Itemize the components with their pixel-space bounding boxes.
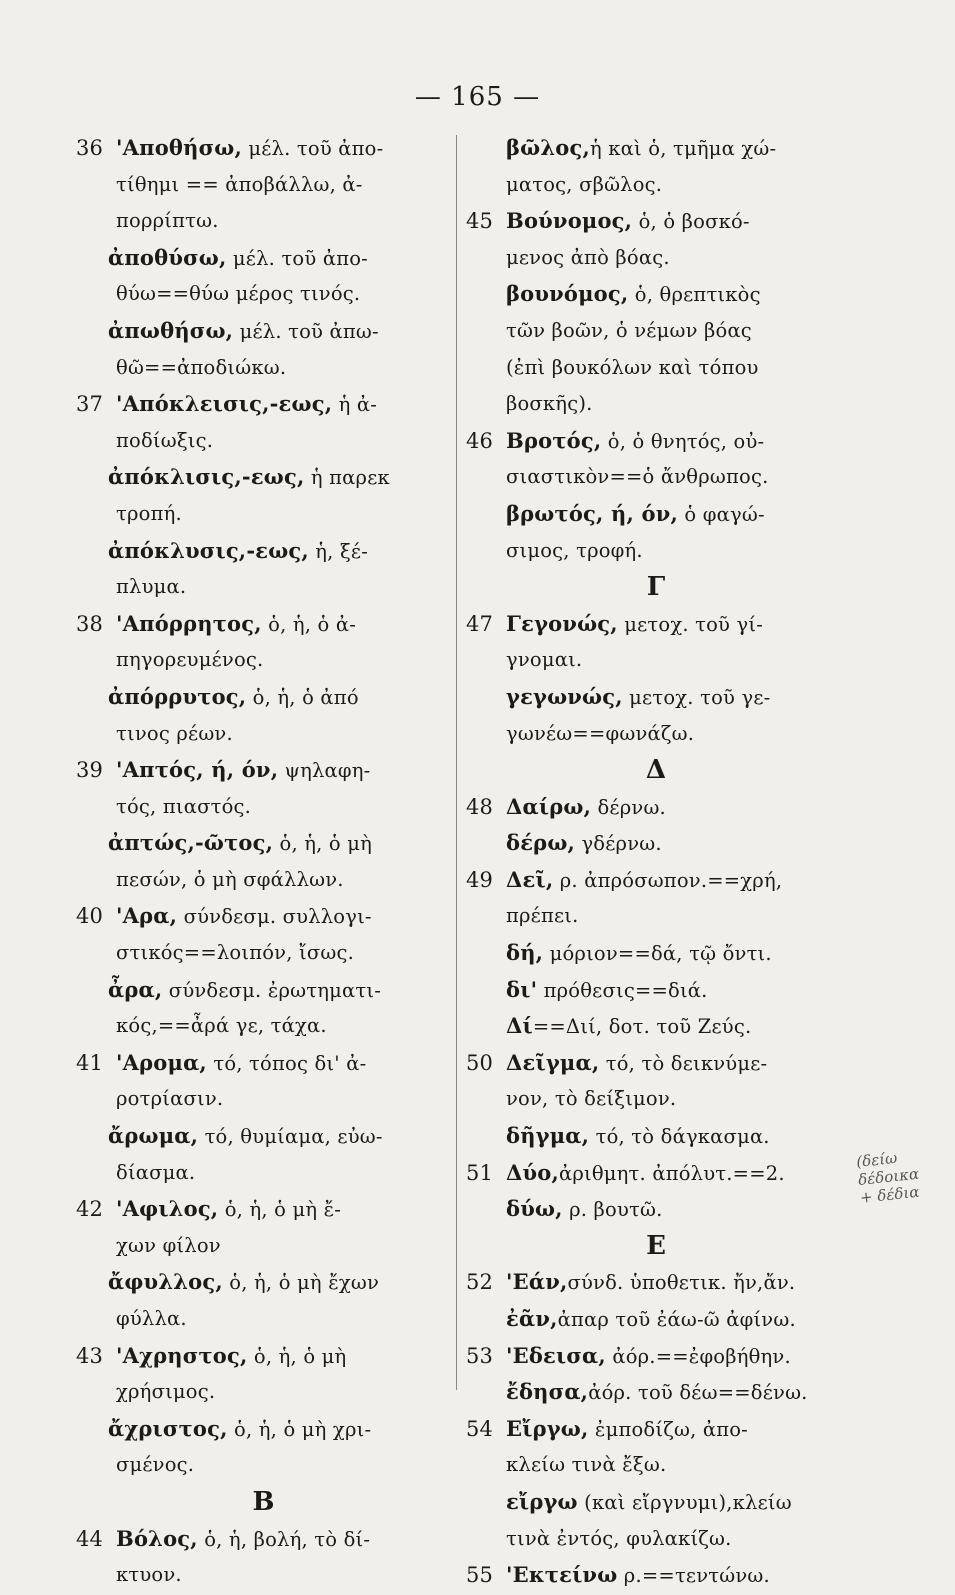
definition-text: ὁ, θρεπτικὸς <box>628 283 761 307</box>
definition-text: μέλ. τοῦ ἀπο- <box>226 246 368 270</box>
definition-text: μετοχ. τοῦ γί- <box>617 612 763 636</box>
entry-continuation: νον, τὸ δείξιμον. <box>506 1087 677 1111</box>
entry-continuation: τίθημι == ἀποβάλλω, ἀ- <box>116 172 363 196</box>
definition-text: τό, τόπος δι' ἀ- <box>206 1051 367 1075</box>
headword: ἀπτώς,-ῶτος, <box>108 830 274 856</box>
entry-continuation: ματος, σβῶλος. <box>506 172 663 196</box>
definition-text: ἀόρ.==ἐφοβήθην. <box>605 1344 791 1368</box>
definition-text: ὁ, ἡ, ὁ μὴ χρι- <box>227 1417 372 1441</box>
entry-number: 44 <box>76 1526 104 1551</box>
entry-continuation: τινὰ ἐντός, φυλακίζω. <box>506 1526 732 1550</box>
definition-text: ὁ, ἡ, ὁ μὴ ἔχων <box>222 1271 380 1295</box>
definition-text: ὁ, ἡ, ὁ μὴ <box>273 832 373 856</box>
column-divider <box>456 135 457 1390</box>
entry-continuation: θῶ==ἀποδιώκω. <box>116 355 287 379</box>
entry-number: 38 <box>76 611 104 636</box>
right-column <box>466 130 846 1594</box>
entry-continuation: τινος ρέων. <box>116 721 233 745</box>
margin-note-line: δέδοικα <box>857 1164 920 1189</box>
headword: 'Απόρρητος, <box>116 610 262 636</box>
definition-text: μετοχ. τοῦ γε- <box>622 685 771 709</box>
headword: Γεγονώς, <box>506 610 618 636</box>
headword: 'Αρομα, <box>116 1049 207 1075</box>
dictionary-entry <box>466 1411 846 1448</box>
headword: Βούνομος, <box>506 208 633 234</box>
definition-text: ἡ παρεκ <box>304 466 390 490</box>
entry-continuation: γνομαι. <box>506 648 583 672</box>
entry-number: 49 <box>466 867 494 892</box>
headword: δέρω, <box>506 830 576 856</box>
entry-number: 39 <box>76 758 104 783</box>
definition-text: ἀόρ. τοῦ δέω==δένω. <box>588 1381 808 1405</box>
headword: ἄρωμα, <box>108 1123 199 1149</box>
definition-text: μέλ. τοῦ ἀπω- <box>233 319 379 343</box>
section-letter: Β <box>252 1486 275 1517</box>
headword: 'Αρα, <box>116 903 178 929</box>
headword: Δί <box>506 1013 533 1039</box>
dictionary-entry <box>466 862 846 899</box>
entry-continuation: πλυμα. <box>116 575 187 599</box>
dictionary-entry <box>466 203 846 240</box>
dictionary-subentry <box>76 1411 451 1448</box>
entry-continuation: σιαστικὸν==ὁ ἄνθρωπος. <box>506 465 769 489</box>
definition-text: τό, τὸ δεικνύμε- <box>599 1051 768 1075</box>
headword: Βροτός, <box>506 427 602 453</box>
dictionary-entry <box>466 789 846 826</box>
definition-text: ρ. βουτῶ. <box>562 1198 663 1222</box>
dictionary-subentry <box>466 1301 846 1338</box>
dictionary-subentry <box>76 533 451 570</box>
headword: ἀπόρρυτος, <box>108 683 247 709</box>
dictionary-subentry <box>466 935 846 972</box>
section-letter: Δ <box>645 755 667 786</box>
headword: 'Εάν, <box>506 1269 568 1295</box>
entry-continuation: θύω==θύω μέρος τινός. <box>116 282 361 306</box>
entry-continuation: σμένος. <box>116 1453 195 1477</box>
entry-continuation: κός,==ἆρά γε, τάχα. <box>116 1014 327 1038</box>
definition-text: ὁ, ὁ βοσκό- <box>632 210 750 234</box>
definition-text: ὁ φαγώ- <box>678 502 765 526</box>
entry-continuation: πεσών, ὁ μὴ σφάλλων. <box>116 867 344 891</box>
margin-note-line: + δέδια <box>859 1182 921 1207</box>
headword: ἀπωθήσω, <box>108 317 234 343</box>
dictionary-entry <box>76 130 451 167</box>
definition-text: σύνδεσμ. συλλογι- <box>177 905 372 929</box>
entry-number: 45 <box>466 209 494 234</box>
definition-text: ὁ, ἡ, ὁ μὴ <box>247 1344 347 1368</box>
headword: ἔδησα, <box>506 1379 589 1405</box>
dictionary-entry <box>76 386 451 423</box>
entry-continuation: κτυον. <box>116 1563 182 1587</box>
headword: ἄφυλλος, <box>108 1269 223 1295</box>
definition-text: δέρνω. <box>591 795 666 819</box>
entry-continuation: πηγορευμένος. <box>116 648 264 672</box>
dictionary-entry <box>466 1557 846 1594</box>
dictionary-subentry <box>76 679 451 716</box>
dictionary-subentry <box>76 459 451 496</box>
dictionary-subentry <box>76 972 451 1009</box>
entry-number: 42 <box>76 1197 104 1222</box>
dictionary-entry <box>466 1155 846 1192</box>
dictionary-subentry <box>76 825 451 862</box>
entry-continuation: χων φίλον <box>116 1233 221 1257</box>
entry-continuation: (ἐπὶ βουκόλων καὶ τόπου <box>506 355 759 379</box>
section-letter: Ε <box>646 1230 666 1261</box>
definition-text: πρόθεσις==διά. <box>537 978 708 1002</box>
definition-text: ρ.==τεντώνω. <box>617 1564 770 1588</box>
definition-text: ==Διί, δοτ. τοῦ Ζεύς. <box>532 1015 752 1039</box>
entry-continuation: στικός==λοιπόν, ἴσως. <box>116 941 354 965</box>
headword: 'Εκτείνω <box>506 1562 618 1588</box>
dictionary-entry <box>466 423 846 460</box>
entry-number: 55 <box>466 1563 494 1588</box>
entry-number: 54 <box>466 1416 494 1441</box>
entry-continuation: πορρίπτω. <box>116 209 219 233</box>
definition-text: ἡ, ξέ- <box>308 539 369 563</box>
entry-number: 41 <box>76 1050 104 1075</box>
dictionary-entry <box>76 1338 451 1375</box>
headword: Δαίρω, <box>506 793 592 819</box>
dictionary-entry <box>466 1045 846 1082</box>
entry-continuation: βοσκῆς). <box>506 392 593 416</box>
definition-text: ἀριθμητ. ἀπόλυτ.==2. <box>558 1161 785 1185</box>
entry-number: 40 <box>76 904 104 929</box>
headword: Βόλος, <box>116 1525 198 1551</box>
margin-note-line: (δείω <box>855 1148 899 1172</box>
definition-text: μόριον==δά, τῷ ὄντι. <box>543 942 772 966</box>
dictionary-subentry <box>466 1191 846 1228</box>
headword: δῆγμα, <box>506 1123 590 1149</box>
headword: Δύο, <box>506 1159 559 1185</box>
entry-number: 47 <box>466 611 494 636</box>
handwritten-margin-note <box>855 1143 955 1207</box>
dictionary-subentry <box>466 825 846 862</box>
definition-text: μέλ. τοῦ ἀπο- <box>241 137 384 160</box>
definition-text: ὁ, ἡ, βολή, τὸ δί- <box>197 1527 371 1551</box>
headword: ἄχριστος, <box>108 1415 228 1441</box>
dictionary-subentry <box>466 1484 846 1521</box>
entry-number: 43 <box>76 1343 104 1368</box>
dictionary-entry <box>466 1264 846 1301</box>
entry-continuation: δίασμα. <box>116 1160 196 1184</box>
left-column <box>76 130 451 1594</box>
definition-text: τό, θυμίαμα, εὐω- <box>198 1125 383 1149</box>
headword: ἀπόκλισις,-εως, <box>108 464 305 490</box>
definition-text: σύνδεσμ. ἐρωτηματι- <box>162 978 382 1002</box>
dictionary-subentry <box>466 496 846 533</box>
headword: 'Αφιλος, <box>116 1196 219 1222</box>
definition-text: ὁ, ὁ θνητός, οὐ- <box>601 429 765 453</box>
entry-number: 53 <box>466 1343 494 1368</box>
headword: Εἴργω, <box>506 1415 589 1441</box>
headword: Δεῖ, <box>506 866 554 892</box>
dictionary-entry <box>76 1521 451 1558</box>
dictionary-subentry <box>466 1118 846 1155</box>
entry-number: 50 <box>466 1050 494 1075</box>
headword: γεγωνώς, <box>506 683 623 709</box>
dictionary-subentry <box>466 276 846 313</box>
headword: ἀπόκλυσις,-εως, <box>108 537 309 563</box>
dictionary-entry <box>76 898 451 935</box>
dictionary-subentry <box>466 972 846 1009</box>
definition-text: τό, τὸ δάγκασμα. <box>589 1125 770 1149</box>
entry-number: 52 <box>466 1270 494 1295</box>
entry-continuation: πρέπει. <box>506 904 579 928</box>
headword: ἆρα, <box>108 976 163 1002</box>
headword: εἴργω <box>506 1488 578 1514</box>
headword: 'Απόκλεισις,-εως, <box>116 391 333 417</box>
page-number: — 165 — <box>414 82 541 112</box>
dictionary-entry <box>466 1338 846 1375</box>
headword: βουνόμος, <box>506 281 629 307</box>
headword: ἀποθύσω, <box>108 244 227 270</box>
headword: 'Αποθήσω, <box>116 135 242 160</box>
headword: δι' <box>506 976 538 1002</box>
entry-continuation: ροτρίασιν. <box>116 1087 224 1111</box>
dictionary-entry <box>76 1045 451 1082</box>
dictionary-entry <box>76 1191 451 1228</box>
definition-text: ψηλαφη- <box>278 759 371 783</box>
entry-continuation: γωνέω==φωνάζω. <box>506 721 695 745</box>
definition-text: ἀπαρ τοῦ ἐάω-ῶ ἀφίνω. <box>557 1308 796 1331</box>
dictionary-entry <box>76 752 451 789</box>
entry-number: 36 <box>76 136 104 160</box>
dictionary-subentry <box>76 1118 451 1155</box>
entry-continuation: ποδίωξις. <box>116 428 214 452</box>
definition-text: σύνδ. ὑποθετικ. ἤν,ἄν. <box>567 1271 796 1295</box>
entry-continuation: μενος ἀπὸ βόας. <box>506 245 670 269</box>
dictionary-subentry <box>76 313 451 350</box>
definition-text: ἡ καὶ ὁ, τμῆμα χώ- <box>589 137 777 160</box>
headword: δή, <box>506 940 544 966</box>
headword: 'Εδεισα, <box>506 1342 606 1368</box>
entry-continuation: σιμος, τροφή. <box>506 538 643 562</box>
entry-continuation: τῶν βοῶν, ὁ νέμων βόας <box>506 318 752 342</box>
entry-number: 48 <box>466 794 494 819</box>
headword: δύω, <box>506 1196 563 1222</box>
dictionary-subentry <box>76 1264 451 1301</box>
entry-continuation: χρήσιμος. <box>116 1380 216 1404</box>
entry-number: 51 <box>466 1160 494 1185</box>
headword: 'Αχρηστος, <box>116 1342 248 1368</box>
definition-text: ὁ, ἡ, ὁ ἀπό <box>246 685 359 709</box>
definition-text: ἐμποδίζω, ἀπο- <box>588 1417 748 1441</box>
entry-continuation: τροπή. <box>116 501 182 525</box>
entry-continuation: φύλλα. <box>116 1307 187 1330</box>
dictionary-subentry <box>466 130 846 167</box>
headword: βρωτός, ή, όν, <box>506 500 679 526</box>
dictionary-subentry <box>76 240 451 277</box>
dictionary-subentry <box>466 1008 846 1045</box>
definition-text: ὁ, ἡ, ὁ μὴ ἔ- <box>218 1198 342 1222</box>
dictionary-subentry <box>466 679 846 716</box>
entry-continuation: κλείω τινὰ ἔξω. <box>506 1453 667 1477</box>
headword: ἐᾶν, <box>506 1306 558 1331</box>
section-letter: Γ <box>646 572 666 603</box>
dictionary-entry <box>76 606 451 643</box>
definition-text: (καὶ εἴργνυμι),κλείω <box>577 1490 792 1514</box>
entry-number: 37 <box>76 392 104 417</box>
headword: 'Απτός, ή, όν, <box>116 757 279 783</box>
definition-text: ὁ, ἡ, ὁ ἀ- <box>261 612 357 636</box>
entry-number: 46 <box>466 428 494 453</box>
dictionary-subentry <box>466 1374 846 1411</box>
definition-text: γδέρνω. <box>575 832 662 856</box>
entry-continuation: τός, πιαστός. <box>116 794 252 818</box>
definition-text: ρ. ἀπρόσωπον.==χρή, <box>553 868 783 892</box>
dictionary-entry <box>466 606 846 643</box>
headword: βῶλος, <box>506 135 590 160</box>
headword: Δεῖγμα, <box>506 1049 600 1075</box>
definition-text: ἡ ἀ- <box>332 393 378 417</box>
